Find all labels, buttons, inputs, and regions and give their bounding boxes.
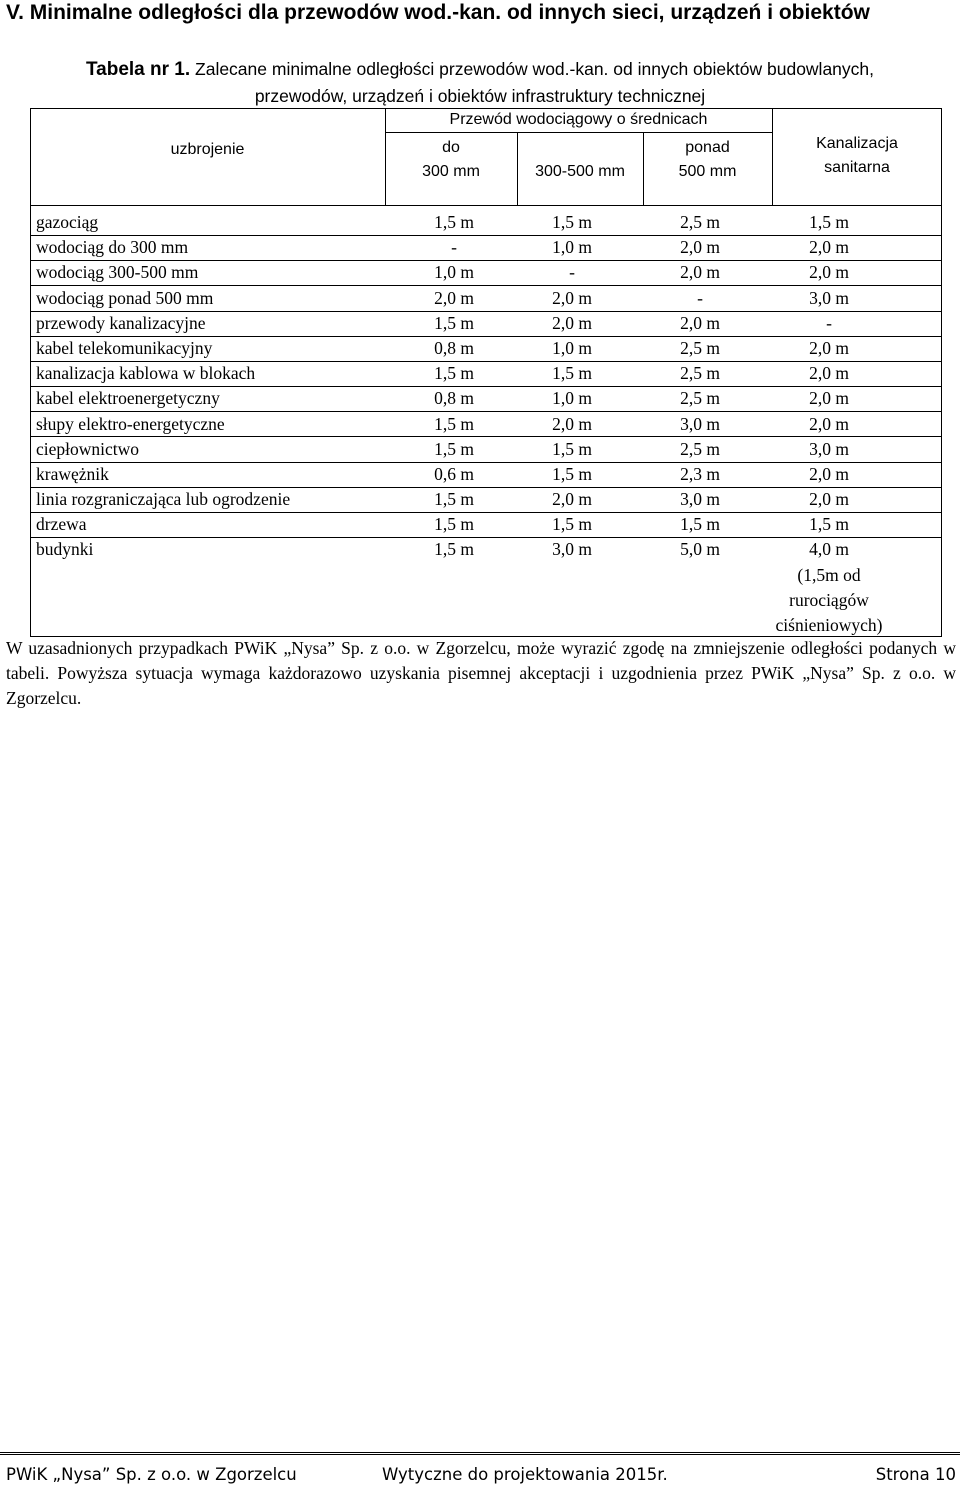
cell-value: 2,0 m [809,463,849,484]
cell-value: 1,5 m [809,212,849,232]
cell-value: 1,5 m [552,438,592,459]
row-divider [30,462,942,463]
header-col-do-300-line2: 300 mm [422,163,480,180]
table-row [0,260,960,285]
header-col-kanalizacja [772,132,942,180]
table-row [0,336,960,361]
table-row [0,210,960,235]
cell-value: 1,0 m [552,388,592,409]
table-row [0,487,960,512]
cell-value: - [826,312,832,333]
header-col-do-300 [385,136,517,184]
cell-value: - [569,262,575,283]
row-name: budynki [36,539,94,560]
table-row [0,437,960,462]
cell-value: 2,0 m [809,237,849,258]
cell-value: 1,5 m [434,489,474,510]
table-row-note [0,613,960,638]
table-row [0,235,960,260]
cell-value: 1,5 m [434,312,474,333]
table-row [0,311,960,336]
header-divider [385,132,772,133]
row-name: wodociąg ponad 500 mm [36,287,214,308]
cell-note: rurociągów [789,589,869,610]
cell-value: 2,0 m [680,262,720,283]
table-caption-line-1 [0,57,960,82]
table-caption-line-2: przewodów, urządzeń i obiektów infrastruktury technicznej [254,86,706,106]
row-name: wodociąg do 300 mm [36,237,189,258]
row-name: krawężnik [36,463,109,484]
cell-value: 3,0 m [680,489,720,510]
row-divider [30,411,942,412]
row-divider [30,512,942,513]
cell-value: 1,0 m [552,237,592,258]
table-row-note [0,588,960,613]
table-row [0,286,960,311]
cell-value: 0,6 m [434,463,474,484]
cell-value: 2,3 m [680,463,720,484]
row-name: kanalizacja kablowa w blokach [36,363,256,384]
row-divider [30,311,942,312]
cell-value: 1,5 m [552,212,592,232]
cell-value: 1,0 m [552,337,592,358]
header-col-kanalizacja-line2: sanitarna [824,159,890,176]
header-group-water-pipe: Przewód wodociągowy o średnicach [449,111,708,128]
cell-value: 1,5 m [434,539,474,560]
cell-value: 0,8 m [434,337,474,358]
header-uzbrojenie: uzbrojenie [170,141,245,158]
cell-value: 2,0 m [809,262,849,283]
row-name: linia rozgraniczająca lub ogrodzenie [36,489,291,510]
cell-note: (1,5m od [797,564,861,585]
cell-value: 0,8 m [434,388,474,409]
cell-value: 2,0 m [809,413,849,434]
row-divider [30,537,942,538]
cell-value: 2,0 m [434,287,474,308]
cell-value: 2,5 m [680,212,720,232]
cell-value: 4,0 m [809,539,849,560]
cell-value: - [451,237,457,258]
table-row-note [0,563,960,588]
header-col-do-300-line1: do [442,139,460,156]
table-row [0,537,960,562]
row-divider [30,235,942,236]
cell-value: 2,5 m [680,388,720,409]
table-body [0,210,960,638]
cell-value: 1,5 m [434,413,474,434]
cell-value: 2,0 m [552,489,592,510]
cell-value: 2,0 m [680,312,720,333]
row-divider [30,386,942,387]
cell-value: 1,5 m [552,363,592,384]
table-row [0,386,960,411]
cell-value: 1,0 m [434,262,474,283]
row-divider [30,336,942,337]
footer-company: PWiK „Nysa” Sp. z o.o. w Zgorzelcu [6,1465,297,1484]
header-col-300-500: 300-500 mm [535,163,625,180]
table-row [0,462,960,487]
cell-value: 1,5 m [434,363,474,384]
row-name: słupy elektro-energetyczne [36,413,225,434]
table-row [0,361,960,386]
cell-value: 2,5 m [680,363,720,384]
table-row [0,512,960,537]
cell-value: 2,0 m [680,237,720,258]
row-name: wodociąg 300-500 mm [36,262,199,283]
row-name: gazociąg [36,212,99,232]
cell-value: 3,0 m [809,287,849,308]
row-name: drzewa [36,514,87,535]
cell-value: 3,0 m [680,413,720,434]
cell-value: 5,0 m [680,539,720,560]
row-divider [30,487,942,488]
cell-value: 1,5 m [434,438,474,459]
row-divider [30,436,942,437]
cell-value: 2,5 m [680,438,720,459]
row-name: kabel elektroenergetyczny [36,388,220,409]
cell-value: 1,5 m [434,514,474,535]
cell-value: 2,0 m [552,413,592,434]
table-caption-lead: Tabela nr 1. [85,59,191,80]
header-col-ponad-500 [643,136,772,184]
cell-value: 2,0 m [809,337,849,358]
header-col-ponad-500-line2: 500 mm [678,163,737,180]
page-footer [6,1462,956,1488]
table-caption-text: Zalecane minimalne odległości przewodów wod.-kan. od innych obiektów budowlanych, [190,59,875,79]
header-col-ponad-500-line1: ponad [685,139,730,156]
row-name: przewody kanalizacyjne [36,312,206,333]
row-divider [30,361,942,362]
footer-page-number: Strona 10 [875,1465,956,1484]
cell-value: 1,5 m [434,212,474,232]
note-paragraph: W uzasadnionych przypadkach PWiK „Nysa” Sp. z o.o. w Zgorzelcu, może wyrazić zgodę na zmniejszenie odległości podanych w tabeli. Powyższa sytuacja wymaga każdorazowo uzyskania pisemnej akceptacji i uzgodnienia przez PWiK „Nysa” Sp. z o.o. w Zgorzelcu. [6,638,956,708]
cell-value: 2,0 m [809,363,849,384]
cell-value: 1,5 m [552,463,592,484]
cell-value: 2,0 m [809,489,849,510]
cell-value: 1,5 m [552,514,592,535]
cell-value: 2,5 m [680,337,720,358]
cell-value: 1,5 m [680,514,720,535]
footer-divider [0,1452,960,1455]
table-row [0,412,960,437]
row-name: ciepłownictwo [36,438,140,459]
header-col-kanalizacja-line1: Kanalizacja [816,135,898,152]
cell-value: 3,0 m [809,438,849,459]
cell-value: 3,0 m [552,539,592,560]
cell-value: - [697,287,703,308]
section-heading: V. Minimalne odległości dla przewodów wod.-kan. od innych sieci, urządzeń i obiektów [6,1,870,24]
row-name: kabel telekomunikacyjny [36,337,213,358]
cell-value: 2,0 m [809,388,849,409]
footer-title: Wytyczne do projektowania 2015r. [382,1465,668,1484]
cell-value: 2,0 m [552,287,592,308]
row-divider [30,260,942,261]
cell-value: 2,0 m [552,312,592,333]
row-divider [30,285,942,286]
cell-note: ciśnieniowych) [775,615,883,635]
cell-value: 1,5 m [809,514,849,535]
